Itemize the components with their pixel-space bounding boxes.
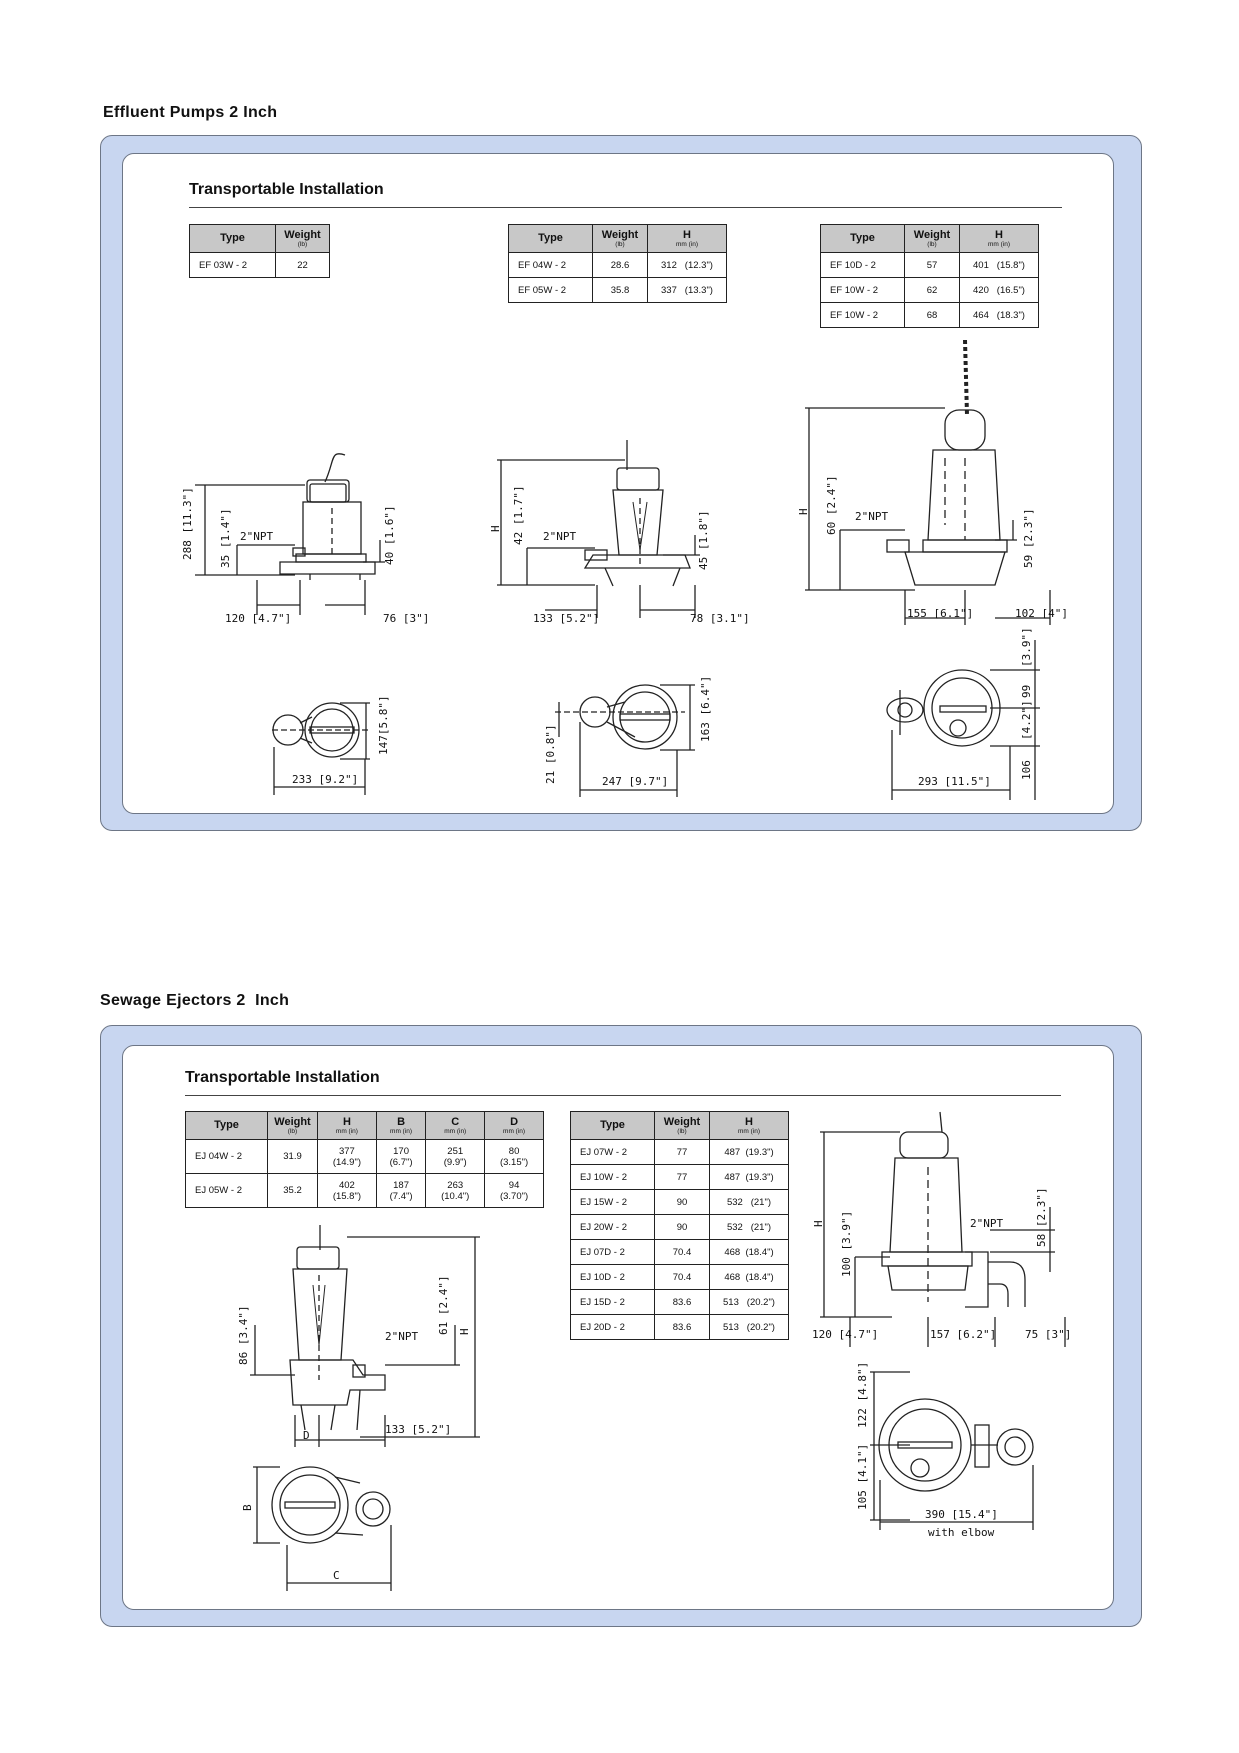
cell-c: 263 (10.4") <box>426 1174 485 1208</box>
table-row <box>571 1190 789 1215</box>
dim-label: 390 [15.4"] <box>925 1508 998 1521</box>
cell-type: EF 04W - 2 <box>509 253 593 278</box>
header-weight: Weight (lb) <box>655 1112 710 1140</box>
effluent-table-3 <box>820 224 1039 328</box>
pump-drawing-ef10-side <box>795 340 1075 635</box>
dim-label: 45 [1.8"] <box>697 510 710 570</box>
header-c: C mm (in) <box>426 1112 485 1140</box>
dim-label: 247 [9.7"] <box>602 775 669 788</box>
cell-type: EJ 20W - 2 <box>571 1215 655 1240</box>
dim-label: 2"NPT <box>543 530 577 543</box>
cell-type: EF 10W - 2 <box>821 278 905 303</box>
cell-c: 251 (9.9") <box>426 1140 485 1174</box>
sewage-subheading: Transportable Installation <box>185 1069 380 1086</box>
dim-label: 133 [5.2"] <box>385 1423 452 1436</box>
dim-label: 147[5.8"] <box>377 695 390 755</box>
header-type: Type <box>190 225 276 253</box>
cell-weight: 70.4 <box>655 1265 710 1290</box>
dim-label: H <box>797 508 810 515</box>
cell-type: EJ 20D - 2 <box>571 1315 655 1340</box>
sewage-rule <box>185 1095 1061 1096</box>
cell-h: 513 (20.2") <box>710 1315 789 1340</box>
cell-weight: 68 <box>905 303 960 328</box>
dim-label: with elbow <box>928 1526 995 1539</box>
cell-b: 187 (7.4") <box>376 1174 425 1208</box>
cell-d: 94 (3.70") <box>485 1174 544 1208</box>
dim-label: 58 [2.3"] <box>1035 1187 1048 1247</box>
cell-type: EJ 10W - 2 <box>571 1165 655 1190</box>
cell-weight: 83.6 <box>655 1315 710 1340</box>
dim-label: 100 [3.9"] <box>840 1210 853 1277</box>
dim-label: 120 [4.7"] <box>812 1328 879 1341</box>
header-d: D mm (in) <box>485 1112 544 1140</box>
ejector-drawing-ej04w-side <box>235 1225 495 1450</box>
dim-label: 61 [2.4"] <box>437 1275 450 1335</box>
dim-label: 40 [1.6"] <box>383 505 396 565</box>
sewage-table-1 <box>185 1111 544 1208</box>
cell-weight: 57 <box>905 253 960 278</box>
dim-label: 288 [11.3"] <box>181 487 194 560</box>
table-row <box>571 1165 789 1190</box>
table-row <box>571 1290 789 1315</box>
cell-h: 513 (20.2") <box>710 1290 789 1315</box>
dim-label: 233 [9.2"] <box>292 773 359 786</box>
dim-label: 59 [2.3"] <box>1022 508 1035 568</box>
dim-label: 78 [3.1"] <box>690 612 750 625</box>
table-row <box>571 1240 789 1265</box>
pump-plan-ef10 <box>880 627 1055 805</box>
cell-type: EJ 15W - 2 <box>571 1190 655 1215</box>
effluent-subheading: Transportable Installation <box>189 181 384 198</box>
effluent-table-1 <box>189 224 330 278</box>
table-row <box>821 278 1039 303</box>
dim-label: [4.2"] <box>1020 700 1033 740</box>
cell-type: EF 03W - 2 <box>190 253 276 278</box>
header-weight: Weight (lb) <box>593 225 648 253</box>
dim-label: 21 [0.8"] <box>544 724 557 784</box>
cell-weight: 77 <box>655 1165 710 1190</box>
cell-h: 464 (18.3") <box>960 303 1039 328</box>
cell-h: 487 (19.3") <box>710 1140 789 1165</box>
cell-h: 337 (13.3") <box>648 278 727 303</box>
dim-label: 102 [4"] <box>1015 607 1068 620</box>
header-h: H mm (in) <box>710 1112 789 1140</box>
cell-type: EF 05W - 2 <box>509 278 593 303</box>
dim-label: C <box>333 1569 340 1582</box>
ejector-plan-ej04w <box>235 1465 415 1595</box>
cell-h: 532 (21") <box>710 1215 789 1240</box>
dim-label: H <box>489 525 502 532</box>
cell-b: 170 (6.7") <box>376 1140 425 1174</box>
dim-label: 35 [1.4"] <box>219 508 232 568</box>
cell-d: 80 (3.15") <box>485 1140 544 1174</box>
dim-label: 75 [3"] <box>1025 1328 1072 1341</box>
table-row <box>509 278 727 303</box>
cell-type: EF 10D - 2 <box>821 253 905 278</box>
dim-label: 86 [3.4"] <box>237 1305 250 1365</box>
cell-type: EJ 07D - 2 <box>571 1240 655 1265</box>
sewage-table-2 <box>570 1111 789 1340</box>
dim-label: 2"NPT <box>385 1330 419 1343</box>
cell-weight: 90 <box>655 1215 710 1240</box>
cell-type: EJ 04W - 2 <box>186 1140 268 1174</box>
dim-label: 293 [11.5"] <box>918 775 991 788</box>
header-h: H mm (in) <box>960 225 1039 253</box>
sewage-section-heading: Sewage Ejectors 2 Inch <box>100 992 290 1009</box>
cell-weight: 35.2 <box>268 1174 318 1208</box>
dim-label: 2"NPT <box>240 530 274 543</box>
cell-weight: 35.8 <box>593 278 648 303</box>
header-weight: Weight (lb) <box>276 225 330 253</box>
table-row <box>571 1315 789 1340</box>
cell-h: 468 (18.4") <box>710 1240 789 1265</box>
ejector-drawing-ej07-side <box>810 1112 1080 1352</box>
dim-label: 122 [4.8"] <box>856 1361 869 1428</box>
dim-label: 2"NPT <box>970 1217 1004 1230</box>
cell-weight: 62 <box>905 278 960 303</box>
pump-drawing-ef03w-side <box>175 450 435 635</box>
dim-label: 120 [4.7"] <box>225 612 292 625</box>
effluent-section-heading: Effluent Pumps 2 Inch <box>103 104 278 121</box>
dim-label: [3.9"] <box>1020 627 1033 667</box>
cell-h: 312 (12.3") <box>648 253 727 278</box>
pump-plan-ef04w <box>544 675 725 802</box>
cell-h: 468 (18.4") <box>710 1265 789 1290</box>
header-h: H mm (in) <box>648 225 727 253</box>
dim-label: 105 [4.1"] <box>856 1443 869 1510</box>
cell-type: EJ 07W - 2 <box>571 1140 655 1165</box>
dim-label: 106 <box>1020 760 1033 780</box>
cell-weight: 83.6 <box>655 1290 710 1315</box>
cell-h: 487 (19.3") <box>710 1165 789 1190</box>
cell-type: EF 10W - 2 <box>821 303 905 328</box>
table-row <box>821 303 1039 328</box>
table-row <box>571 1140 789 1165</box>
effluent-rule <box>189 207 1062 208</box>
cell-weight: 70.4 <box>655 1240 710 1265</box>
dim-label: B <box>241 1504 254 1511</box>
header-type: Type <box>509 225 593 253</box>
dim-label: 157 [6.2"] <box>930 1328 997 1341</box>
table-row <box>821 253 1039 278</box>
dim-label: 99 <box>1020 684 1033 698</box>
header-weight: Weight (lb) <box>268 1112 318 1140</box>
dim-label: 76 [3"] <box>383 612 430 625</box>
header-type: Type <box>821 225 905 253</box>
dim-label: 60 [2.4"] <box>825 475 838 535</box>
dim-label: 133 [5.2"] <box>533 612 600 625</box>
cell-h: 420 (16.5") <box>960 278 1039 303</box>
cell-type: EJ 05W - 2 <box>186 1174 268 1208</box>
cell-h: 402 (15.8") <box>318 1174 377 1208</box>
pump-drawing-ef04w-side <box>485 440 750 635</box>
dim-label: H <box>458 1328 471 1335</box>
table-row <box>509 253 727 278</box>
table-row <box>190 253 330 278</box>
dim-label: H <box>812 1220 825 1227</box>
cell-weight: 90 <box>655 1190 710 1215</box>
ejector-plan-ej07 <box>840 1361 1070 1545</box>
cell-weight: 77 <box>655 1140 710 1165</box>
dim-label: 42 [1.7"] <box>512 485 525 545</box>
header-weight: Weight (lb) <box>905 225 960 253</box>
header-type: Type <box>571 1112 655 1140</box>
table-row <box>186 1140 544 1174</box>
header-b: B mm (in) <box>376 1112 425 1140</box>
pump-plan-ef03w <box>270 695 400 800</box>
header-h: H mm (in) <box>318 1112 377 1140</box>
cell-weight: 22 <box>276 253 330 278</box>
table-row <box>571 1215 789 1240</box>
header-type: Type <box>186 1112 268 1140</box>
cell-h: 377 (14.9") <box>318 1140 377 1174</box>
effluent-table-2 <box>508 224 727 303</box>
cell-type: EJ 15D - 2 <box>571 1290 655 1315</box>
dim-label: 2"NPT <box>855 510 889 523</box>
dim-label: 155 [6.1"] <box>907 607 974 620</box>
cell-h: 401 (15.8") <box>960 253 1039 278</box>
dim-label: D <box>303 1429 310 1442</box>
table-row <box>186 1174 544 1208</box>
cell-h: 532 (21") <box>710 1190 789 1215</box>
cell-type: EJ 10D - 2 <box>571 1265 655 1290</box>
cell-weight: 31.9 <box>268 1140 318 1174</box>
dim-label: 163 [6.4"] <box>699 675 712 742</box>
cell-weight: 28.6 <box>593 253 648 278</box>
table-row <box>571 1265 789 1290</box>
